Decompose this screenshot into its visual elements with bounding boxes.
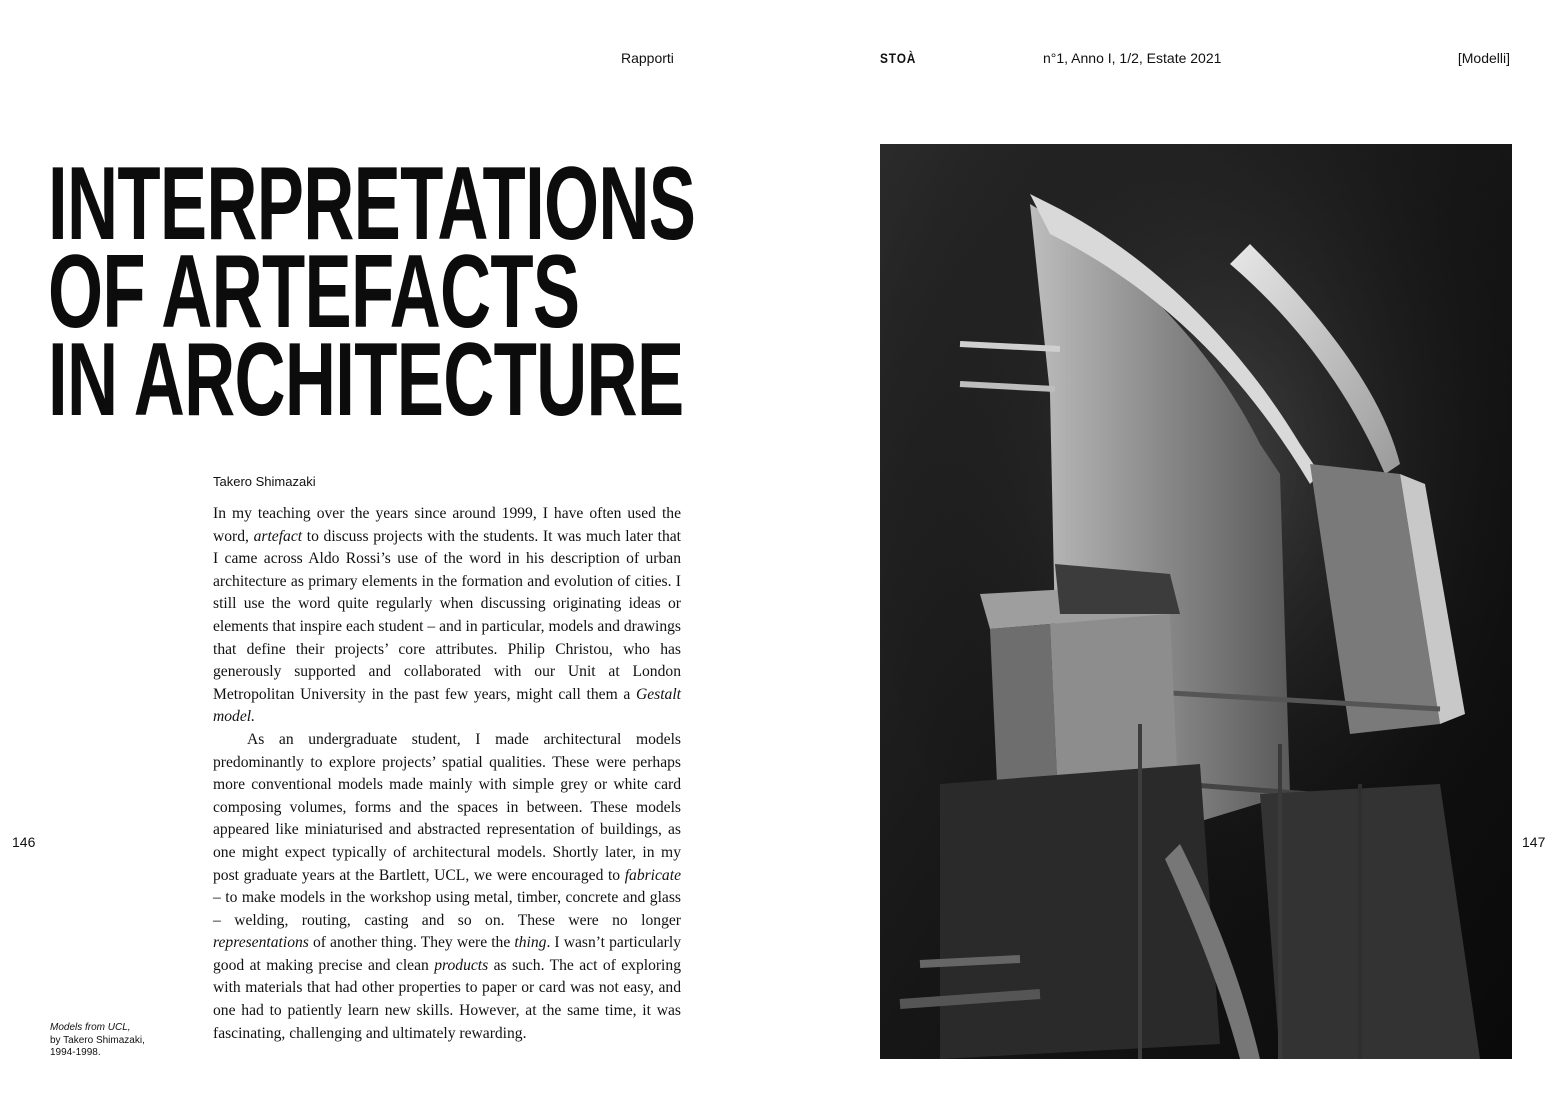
caption-title: Models from UCL, [50,1022,131,1033]
text-run: as such. The act of exploring with materials that had other properties to paper or card was not easy, and one had to patiently learn new skills. However, at the same time, it was fascinating, challenging and ultimately rewarding. [213,956,681,1042]
caption-date: 1994-1998. [50,1047,101,1058]
text-run: In my teaching over the years since around 1999, I have often used the word, [213,505,681,545]
author-name: Takero Shimazaki [213,474,316,489]
title-line-2: OF ARTEFACTS [48,234,580,350]
caption-credit: by Takero Shimazaki, [50,1034,145,1046]
text-run: to discuss projects with the students. It was much later that I came across Aldo Rossi’s use of the word in his description of urban architecture as primary elements in the formation and evolution of cities. I still use the word quite regularly when discussing originating ideas or elements that inspire each student – and in particular, models and drawings that define their projects’ core attributes. Philip Christou, who has generously supported and collaborated with our Unit at London Metropolitan University in the past few years, might call them a [213,527,681,703]
emphasis: representations [213,934,309,952]
emphasis: products [434,956,489,974]
emphasis: thing [514,934,547,952]
text-run: – to make models in the workshop using metal, timber, concrete and glass – welding, routing, casting and so on. These were no longer [213,889,681,929]
figure-caption [50,1022,170,1060]
article-title [48,146,696,438]
architectural-model-photo [880,144,1512,1059]
emphasis: fabricate [624,866,681,884]
title-line-3: IN ARCHITECTURE [48,322,684,438]
page-number-left: 146 [12,834,36,850]
page-number-right: 147 [1522,834,1546,850]
emphasis: artefact [253,527,303,545]
text-run: . I wasn’t particularly good at making precise and clean [213,934,681,974]
paragraph-2 [213,729,681,1045]
emphasis: Gestalt model. [213,685,681,726]
article-body [213,503,681,1045]
running-header-theme: [Modelli] [1457,50,1510,66]
photo-illustration [880,144,1512,1059]
running-header-section: Rapporti [621,50,674,66]
journal-logo: STOÀ [880,50,917,66]
text-run: of another thing. They were the [308,934,515,952]
title-line-1: INTERPRETATIONS [48,146,696,262]
paragraph-1 [213,503,681,729]
issue-info: n°1, Anno I, 1/2, Estate 2021 [1043,50,1222,66]
text-run: As an undergraduate student, I made architectural models predominantly to explore projects’ spatial qualities. These were perhaps more conventional models made mainly with simple grey or white card composing volumes, forms and the spaces in between. These models appeared like miniaturised and abstracted representation of buildings, as one might expect typically of architectural models. Shortly later, in my post graduate years at the Bartlett, UCL, we were encouraged to [213,730,681,884]
